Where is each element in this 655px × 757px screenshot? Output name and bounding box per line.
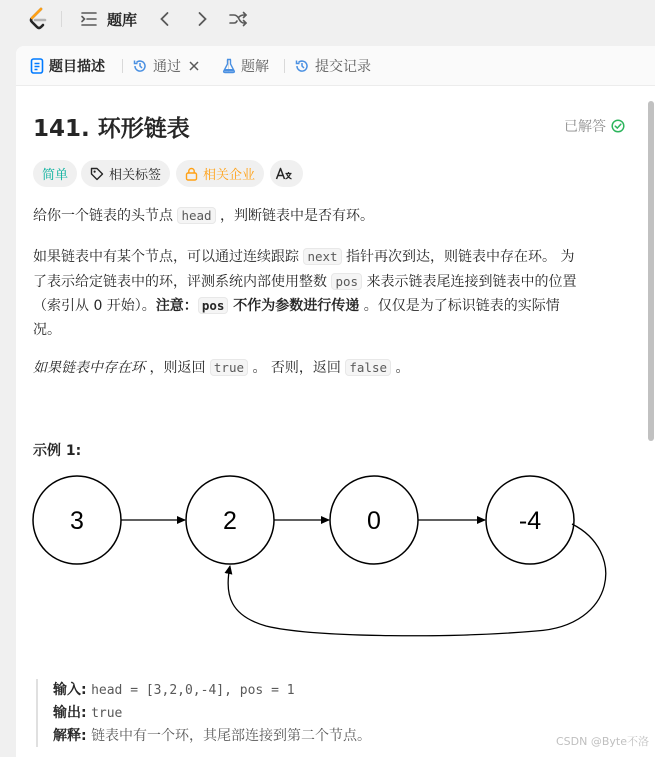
explain-value: 链表中有一个环，其尾部连接到第二个节点。 — [91, 728, 372, 744]
text: 。仅仅是为了标识链表的实际情 — [359, 298, 560, 314]
tab-accepted[interactable] — [132, 46, 205, 86]
inline-code: true — [210, 359, 248, 376]
inline-code: next — [303, 248, 341, 265]
history-icon — [294, 58, 310, 74]
node-value: -4 — [518, 507, 542, 535]
close-icon[interactable] — [188, 60, 200, 72]
history-icon — [132, 58, 148, 74]
check-circle-icon — [611, 119, 625, 133]
text: ，则返回 — [145, 360, 210, 376]
text: 。 — [391, 360, 410, 376]
problem-title: 141. 环形链表 — [33, 116, 190, 142]
bold-text: 不作为参数进行传递 — [228, 298, 360, 314]
text: 来表示链表尾连接到链表中的位置 — [362, 273, 577, 290]
example-output — [53, 702, 636, 725]
difficulty-label: 简单 — [42, 168, 69, 183]
lock-icon — [185, 167, 198, 181]
tab-accepted-label: 通过 — [153, 59, 181, 75]
node-value: 0 — [367, 507, 381, 535]
text: （索引从 0 开始）。 — [33, 298, 156, 314]
list-icon[interactable] — [79, 9, 99, 29]
italic-text: 如果链表中存在环 — [33, 360, 145, 376]
tab-description-label: 题目描述 — [49, 59, 105, 75]
tab-solutions-label: 题解 — [241, 59, 269, 75]
description-paragraph-3 — [33, 356, 633, 381]
document-icon — [30, 58, 44, 74]
top-nav — [0, 0, 655, 38]
difficulty-badge[interactable] — [33, 160, 77, 187]
scrollbar[interactable] — [648, 101, 654, 441]
text: 如果链表中有某个节点，可以通过连续跟踪 — [33, 249, 304, 265]
tag-icon — [90, 167, 104, 181]
tab-divider — [284, 59, 285, 73]
linked-list-diagram — [16, 466, 636, 666]
input-value: head = [3,2,0,-4], pos = 1 — [91, 683, 295, 698]
flask-icon — [222, 58, 236, 74]
node-value: 2 — [223, 507, 237, 535]
inline-code: pos — [198, 297, 229, 314]
translate-button[interactable] — [270, 160, 303, 187]
related-companies-label: 相关企业 — [203, 168, 256, 183]
node-value: 3 — [70, 507, 84, 535]
translate-icon — [275, 166, 293, 182]
input-label: 输入: — [53, 682, 87, 698]
related-tags-label: 相关标签 — [109, 168, 162, 183]
text: 指针再次到达，则链表中存在环。 为 — [341, 249, 575, 265]
chevron-right-icon[interactable] — [192, 9, 212, 29]
leetcode-logo-icon[interactable] — [28, 7, 50, 31]
chevron-left-icon[interactable] — [155, 9, 175, 29]
explain-label: 解释: — [53, 728, 87, 744]
output-label: 输出: — [53, 705, 87, 721]
tab-submissions-label: 提交记录 — [315, 59, 371, 75]
example-input — [53, 679, 636, 702]
related-companies-button[interactable] — [176, 160, 264, 187]
related-tags-button[interactable] — [81, 160, 170, 187]
text-line — [33, 245, 633, 270]
output-value: true — [91, 706, 123, 721]
example-explanation — [53, 725, 636, 747]
tab-bar — [16, 46, 655, 86]
description-panel — [16, 46, 655, 757]
text: 了表示给定链表中的环，评测系统内部使用整数 — [33, 273, 332, 290]
bold-text: 注意： — [155, 298, 198, 314]
text-line: 况。 — [33, 321, 61, 338]
inline-code: pos — [331, 273, 362, 290]
text: ，判断链表中是否有环。 — [215, 208, 375, 224]
text: 给你一个链表的头节点 — [33, 208, 178, 224]
solved-status — [564, 116, 625, 136]
tab-solutions[interactable] — [222, 46, 269, 86]
inline-code: false — [345, 359, 391, 376]
text-line — [33, 270, 633, 295]
nav-divider — [61, 11, 62, 27]
tab-description[interactable] — [30, 46, 105, 86]
inline-code: head — [177, 207, 215, 224]
tab-divider — [122, 59, 123, 73]
example-io-block — [36, 679, 636, 747]
tab-submissions[interactable] — [294, 46, 371, 86]
description-paragraph-1 — [33, 204, 633, 229]
problem-bank-link[interactable]: 题库 — [107, 11, 138, 29]
shuffle-icon[interactable] — [228, 9, 248, 29]
text: 。 否则，返回 — [248, 360, 346, 376]
text-line — [33, 294, 633, 319]
description-paragraph-2 — [33, 245, 633, 342]
example-title: 示例 1: — [33, 443, 82, 459]
solved-status-label: 已解答 — [564, 119, 606, 135]
watermark: CSDN @Byte不洛 — [556, 735, 649, 748]
